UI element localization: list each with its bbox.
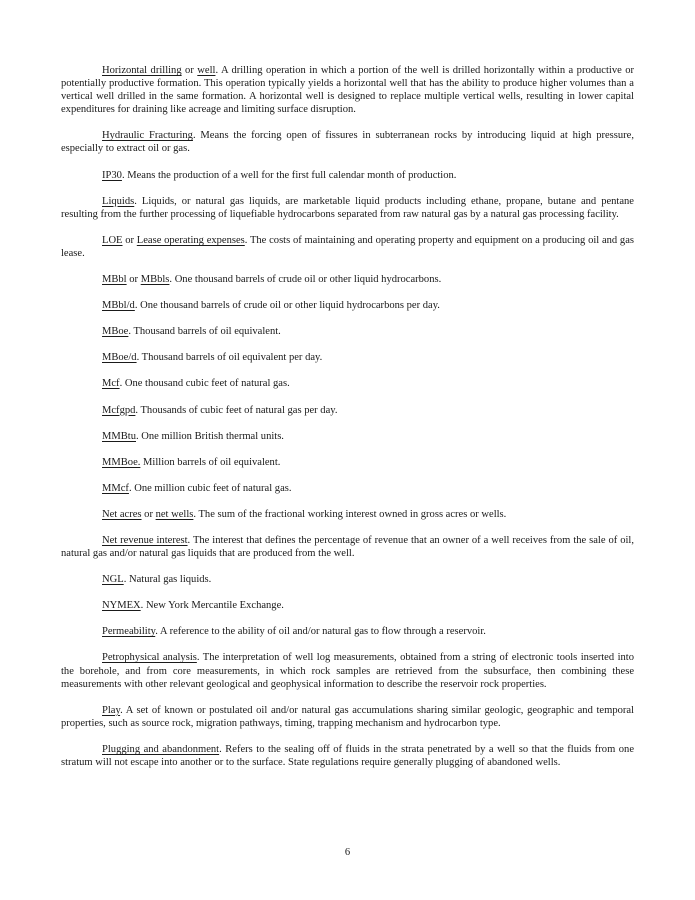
glossary-entry xyxy=(61,234,634,260)
glossary-entry xyxy=(61,482,634,495)
glossary-entry xyxy=(61,573,634,586)
glossary-term: MBbl xyxy=(102,274,127,286)
glossary-entry xyxy=(61,599,634,612)
glossary-term: net wells xyxy=(155,508,194,520)
glossary-definition-text: or xyxy=(126,274,141,286)
glossary-term: Permeability xyxy=(102,626,156,638)
glossary-entry xyxy=(61,325,634,338)
glossary-entry xyxy=(61,299,634,312)
glossary-term: Petrophysical analysis xyxy=(102,652,197,664)
glossary-definition-text: or xyxy=(181,65,198,76)
glossary-definition-text: . The sum of the fractional working interest owned in gross acres or wells. xyxy=(193,508,507,520)
glossary-entry xyxy=(61,704,634,730)
glossary-definition-text: . One thousand barrels of crude oil or other liquid hydrocarbons per day. xyxy=(134,300,440,312)
glossary-term: Mcfgpd xyxy=(102,404,136,416)
glossary-entry xyxy=(61,129,634,155)
glossary-term: Hydraulic Fracturing xyxy=(102,130,193,142)
glossary-definition-text: . Thousand barrels of oil equivalent per day. xyxy=(136,352,323,364)
glossary-entry xyxy=(61,351,634,364)
glossary-entry xyxy=(61,651,634,690)
glossary-definition-text: . A reference to the ability of oil and/or natural gas to flow through a reservoir. xyxy=(155,626,486,638)
glossary-section xyxy=(61,64,634,782)
glossary-definition-text: . Thousands of cubic feet of natural gas per day. xyxy=(135,404,338,416)
glossary-term: LOE xyxy=(102,234,123,246)
glossary-term: Net revenue interest xyxy=(102,534,188,546)
glossary-definition-text: . One thousand barrels of crude oil or other liquid hydrocarbons. xyxy=(169,274,442,286)
glossary-term: IP30 xyxy=(102,169,122,181)
glossary-term: Net acres xyxy=(102,508,142,520)
glossary-term: MBoe/d xyxy=(102,352,137,364)
glossary-term: MMBtu xyxy=(102,430,136,442)
glossary-definition-text: . Means the production of a well for the first full calendar month of production. xyxy=(121,169,457,181)
glossary-entry xyxy=(61,377,634,390)
glossary-definition-text: Million barrels of oil equivalent. xyxy=(140,456,281,468)
glossary-definition-text: or xyxy=(122,234,137,246)
glossary-term: NGL xyxy=(102,574,124,586)
glossary-definition-text: . The interpretation of well log measurements, obtained from a string of electronic tools inserted into the borehole, and from core measurements, in which rock samples are retrieved from the subsurface, then combining these measurements with other relevant geological and geophysical information to describe the reservoir rock properties. xyxy=(61,652,634,690)
glossary-entry xyxy=(61,169,634,182)
glossary-entry xyxy=(61,534,634,560)
glossary-definition-text: . Natural gas liquids. xyxy=(123,574,212,586)
glossary-term: MBoe xyxy=(102,326,129,338)
glossary-entry xyxy=(61,64,634,116)
glossary-definition-text: . Means the forcing open of fissures in subterranean rocks by introducing liquid at high pressure, especially to extract oil or gas. xyxy=(61,130,634,155)
glossary-term: Lease operating expenses xyxy=(136,234,245,246)
glossary-entry xyxy=(61,743,634,769)
glossary-term: MBbl/d xyxy=(102,300,135,312)
glossary-term: MMBoe. xyxy=(102,456,141,468)
glossary-definition-text: . Liquids, or natural gas liquids, are marketable liquid products including ethane, propane, butane and pentane resulting from the further processing of liquefiable hydrocarbons separated from raw natural gas by a natural gas processing facility. xyxy=(61,195,634,220)
glossary-definition-text: . The interest that defines the percentage of revenue that an owner of a well receives from the sale of oil, natural gas and/or natural gas liquids that are produced from the well. xyxy=(61,534,634,560)
glossary-definition-text: . One thousand cubic feet of natural gas. xyxy=(119,378,290,390)
glossary-definition-text: . Thousand barrels of oil equivalent. xyxy=(128,326,281,338)
glossary-term: MMcf xyxy=(102,482,129,494)
glossary-entry xyxy=(61,625,634,638)
glossary-entry xyxy=(61,508,634,521)
glossary-term: Mcf xyxy=(102,378,120,390)
glossary-term: MBbls xyxy=(140,274,170,286)
page-number: 6 xyxy=(344,847,351,858)
glossary-definition-text: . One million British thermal units. xyxy=(136,430,284,442)
glossary-entry xyxy=(61,456,634,469)
glossary-definition-text: . The costs of maintaining and operating property and equipment on a producing oil and gas lease. xyxy=(61,234,634,259)
glossary-term: NYMEX xyxy=(102,600,141,612)
glossary-entry xyxy=(61,195,634,221)
glossary-definition-text: . New York Mercantile Exchange. xyxy=(140,600,284,612)
glossary-definition-text: . A set of known or postulated oil and/or natural gas accumulations sharing similar geologic, geographic and temporal properties, such as source rock, migration pathways, timing, trapping mechanism and hydrocarbon type. xyxy=(61,704,634,729)
glossary-entry xyxy=(61,430,634,443)
glossary-definition-text: . A drilling operation in which a portion of the well is drilled horizontally within a productive or potentially productive formation. This operation typically yields a horizontal well that has the ability to produce higher volumes than a vertical well drilled in the same formation. A horizontal well is designed to replace multiple vertical wells, resulting in lower capital expenditures for draining like acreage and limiting surface disruption. xyxy=(61,65,635,116)
glossary-term: Liquids xyxy=(102,195,135,207)
glossary-definition-text: . Refers to the sealing off of fluids in the strata penetrated by a well so that the fluids from one stratum will not escape into another or to the surface. State regulations require generally plugging of abandoned wells. xyxy=(61,743,634,768)
glossary-definition-text: . One million cubic feet of natural gas. xyxy=(128,482,292,494)
glossary-definition-text: or xyxy=(141,508,156,520)
glossary-term: Play xyxy=(102,704,121,716)
glossary-term: well xyxy=(197,65,216,76)
glossary-term: Plugging and abandonment xyxy=(102,743,220,755)
glossary-entry xyxy=(61,273,634,286)
glossary-entry xyxy=(61,404,634,417)
glossary-term: Horizontal drilling xyxy=(102,65,182,76)
